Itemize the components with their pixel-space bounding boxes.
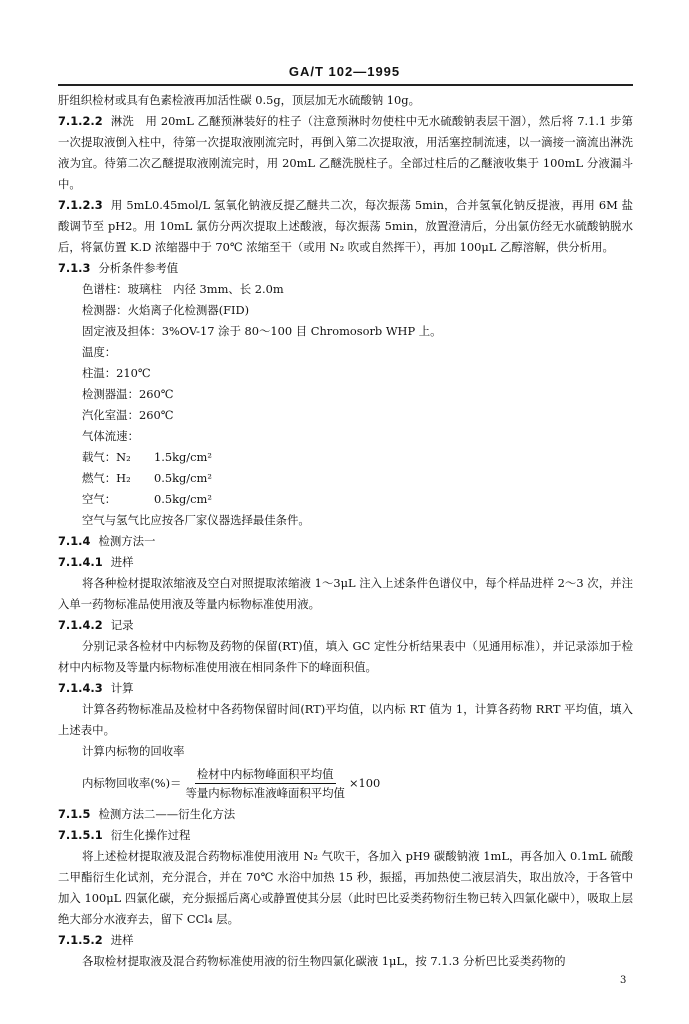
section-text: 用 5mL0.45mol/L 氢氧化钠液反提乙醚共二次，每次振荡 5min，合并氢氧化钠反提液，再用 6M 盐酸调节至 pH2。用 10mL 氯仿分两次提取上述酸液，每次振荡 5min，放置澄清后，分出氯仿经无水硫酸钠脱水后，将氯仿置 K.D 浓缩器中于 70℃ 浓缩至干（或用 N₂ 吹或自然挥干），再加 100μL 乙醇溶解，供分析用。 bbox=[58, 198, 633, 254]
section-number: 7.1.4.3 bbox=[58, 681, 103, 695]
section-number: 7.1.5.1 bbox=[58, 828, 103, 842]
condition-line: 空气与氢气比应按各厂家仪器选择最佳条件。 bbox=[82, 513, 310, 527]
condition-line: 温度： bbox=[82, 345, 117, 359]
formula-denominator: 等量内标物标准液峰面积平均值 bbox=[185, 785, 345, 800]
condition-line: 固定液及担体：3%OV-17 涂于 80～100 目 Chromosorb WHP 上。 bbox=[82, 324, 442, 338]
section-7-1-2-3 bbox=[58, 195, 633, 258]
condition-line: 柱温：210℃ bbox=[82, 366, 151, 380]
formula-fraction bbox=[185, 766, 344, 801]
section-title: 检测方法二——衍生化方法 bbox=[98, 807, 236, 821]
formula-right: ×100 bbox=[348, 776, 381, 790]
gas-name: 空气： bbox=[82, 492, 117, 506]
section-7-1-4-2-heading bbox=[58, 615, 633, 636]
gas-value: 0.5kg/cm² bbox=[154, 492, 212, 506]
section-number: 7.1.5.2 bbox=[58, 933, 103, 947]
gas-value: 1.5kg/cm² bbox=[154, 450, 212, 464]
section-7-1-4-1-heading bbox=[58, 552, 633, 573]
gas-name: 载气：N₂ bbox=[82, 450, 131, 464]
section-number: 7.1.4 bbox=[58, 534, 91, 548]
formula-left: 内标物回收率(%)＝ bbox=[82, 776, 182, 790]
condition-line: 气体流速： bbox=[82, 429, 139, 443]
recovery-rate-formula bbox=[58, 762, 633, 804]
standard-code-header: GA/T 102—1995 bbox=[288, 64, 401, 79]
section-7-1-5-heading bbox=[58, 804, 633, 825]
condition-line: 汽化室温：260℃ bbox=[82, 408, 174, 422]
section-number: 7.1.2.3 bbox=[58, 198, 103, 212]
section-7-1-4-3-heading bbox=[58, 678, 633, 699]
paragraph: 各取检材提取液及混合药物标准使用液的衍生物四氯化碳液 1μL，按 7.1.3 分析巴比妥类药物的 bbox=[82, 954, 566, 968]
section-title: 分析条件参考值 bbox=[98, 261, 179, 275]
condition-line: 色谱柱：玻璃柱 内径 3mm、长 2.0m bbox=[82, 282, 284, 296]
paragraph: 计算各药物标准品及检材中各药物保留时间(RT)平均值，以内标 RT 值为 1，计算各药物 RRT 平均值，填入上述表中。 bbox=[58, 702, 633, 737]
section-number: 7.1.4.1 bbox=[58, 555, 103, 569]
section-title: 衍生化操作过程 bbox=[110, 828, 191, 842]
section-text: 淋洗 用 20mL 乙醚预淋装好的柱子（注意预淋时勿使柱中无水硫酸钠表层干涸），然后将 7.1.1 步第一次提取液倒入柱中，待第一次提取液刚流完时，再倒入第二次提取液，用活塞控制流速，以一滴接一滴流出淋洗液为宜。待第二次乙醚提取液刚流完时，用 20mL 乙醚洗脱柱子。全部过柱后的乙醚液收集于 100mL 分液漏斗中。 bbox=[58, 114, 633, 191]
section-title: 进样 bbox=[110, 555, 134, 569]
condition-line: 检测器温：260℃ bbox=[82, 387, 174, 401]
gas-flow-row bbox=[58, 489, 633, 510]
section-number: 7.1.4.2 bbox=[58, 618, 103, 632]
section-number: 7.1.5 bbox=[58, 807, 91, 821]
gas-value: 0.5kg/cm² bbox=[154, 471, 212, 485]
section-7-1-5-2-heading bbox=[58, 930, 633, 951]
paragraph: 将各种检材提取浓缩液及空白对照提取浓缩液 1～3μL 注入上述条件色谱仪中，每个样品进样 2～3 次，并注入单一药物标准品使用液及等量内标物标准使用液。 bbox=[58, 576, 633, 611]
paragraph: 肝组织检材或具有色素检液再加活性碳 0.5g，顶层加无水硫酸钠 10g。 bbox=[58, 93, 420, 107]
section-7-1-5-1-heading bbox=[58, 825, 633, 846]
section-title: 进样 bbox=[110, 933, 134, 947]
section-title: 记录 bbox=[110, 618, 134, 632]
gas-name: 燃气：H₂ bbox=[82, 471, 131, 485]
page-number: 3 bbox=[620, 975, 627, 986]
section-7-1-2-2 bbox=[58, 111, 633, 195]
section-7-1-3-heading bbox=[58, 258, 633, 279]
section-number: 7.1.3 bbox=[58, 261, 91, 275]
paragraph: 分别记录各检材中内标物及药物的保留(RT)值，填入 GC 定性分析结果表中（见通用标准），并记录添加于检材中内标物及等量内标物标准使用液在相同条件下的峰面积值。 bbox=[58, 639, 633, 674]
gas-flow-row bbox=[58, 468, 633, 489]
section-title: 计算 bbox=[110, 681, 134, 695]
paragraph: 将上述检材提取液及混合药物标准使用液用 N₂ 气吹干，各加入 pH9 碳酸钠液 1mL，再各加入 0.1mL 硫酸二甲酯衍生化试剂，充分混合，并在 70℃ 水浴中加热 15 秒，振摇，再加热使二液层消失，取出放冷，于各管中加入 100μL 四氯化碳，充分振摇后离心或静置使其分层（此时巴比妥类药物衍生物已转入四氯化碳中），吸取上层绝大部分水液弃去，留下 CCl₄ 层。 bbox=[58, 849, 633, 926]
paragraph: 计算内标物的回收率 bbox=[82, 744, 185, 758]
condition-line: 检测器：火焰离子化检测器(FID) bbox=[82, 303, 250, 317]
header-rule bbox=[58, 84, 633, 86]
section-number: 7.1.2.2 bbox=[58, 114, 103, 128]
gas-flow-row bbox=[58, 447, 633, 468]
formula-numerator: 检材中内标物峰面积平均值 bbox=[195, 766, 336, 784]
section-7-1-4-heading bbox=[58, 531, 633, 552]
document-body bbox=[58, 90, 633, 972]
section-title: 检测方法一 bbox=[98, 534, 156, 548]
